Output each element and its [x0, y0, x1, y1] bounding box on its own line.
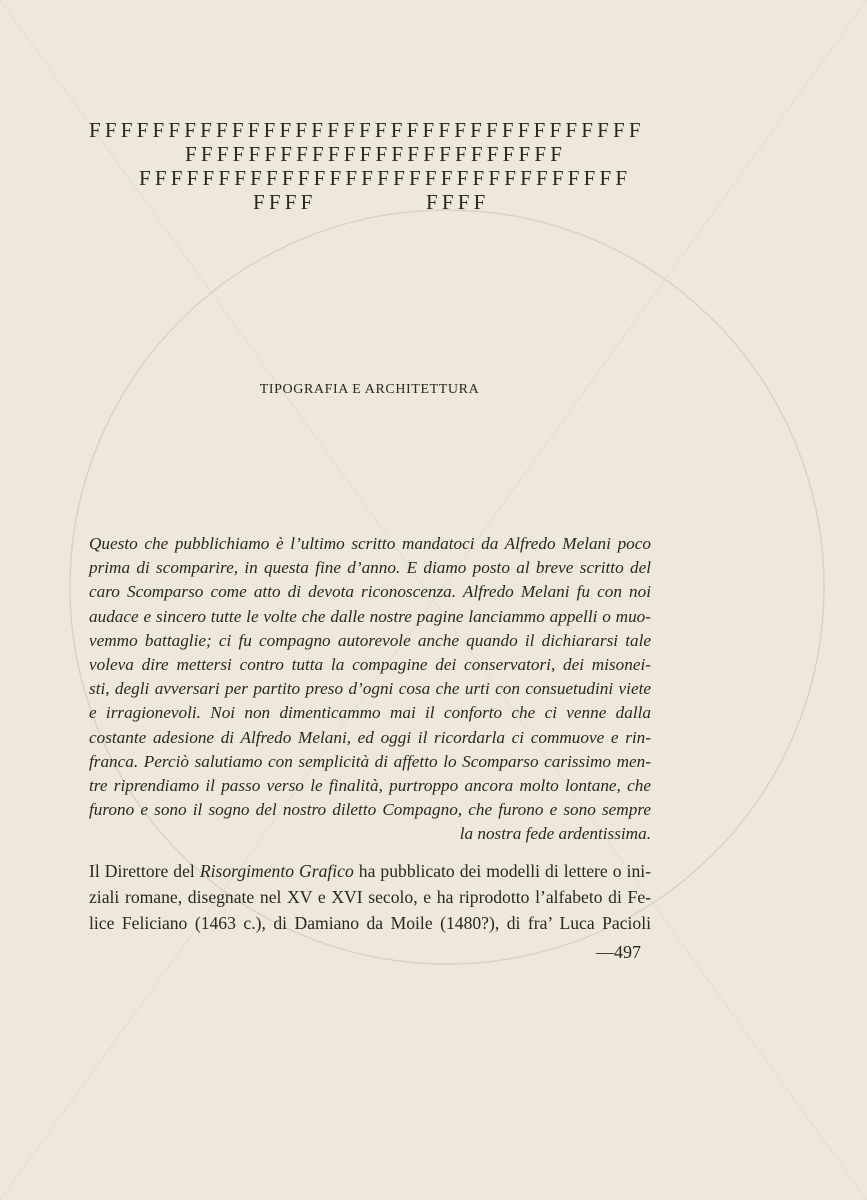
text-line: e irragionevoli. Noi non dimenticammo mai il conforto che ci venne dalla: [89, 703, 651, 723]
page-number: —497: [596, 942, 641, 962]
text-line: franca. Perciò salutiamo con semplicità di affetto lo Scomparso carissimo men-: [89, 751, 651, 771]
ornament-row-4b: FFFF: [426, 190, 490, 214]
text-line: prima di scomparire, in questa fine d’anno. E diamo posto al breve scritto del: [89, 558, 651, 578]
text-line: sti, degli avversari per partito preso d’ogni cosa che urti con consuetudini viete: [89, 679, 651, 699]
text-line: furono e sono il sogno del nostro diletto Compagno, che furono e sono sempre: [89, 800, 651, 820]
text-line: ziali romane, disegnate nel XV e XVI secolo, e ha riprodotto l’alfabeto di Fe-: [89, 887, 651, 907]
text-line: [89, 858, 651, 884]
text-line: voleva dire mettersi contro tutta la compagine dei conservatori, dei misonei-: [89, 655, 651, 675]
ornament-row-2: FFFFFFFFFFFFFFFFFFFFFFFF: [185, 142, 567, 166]
text-line: caro Scomparso come atto di devota riconoscenza. Alfredo Melani fu con noi: [89, 582, 651, 602]
ornament-row-1: FFFFFFFFFFFFFFFFFFFFFFFFFFFFFFFFFFF: [89, 118, 645, 142]
text-line: vemmo battaglie; ci fu compagno autorevole anche quando il dichiararsi tale: [89, 630, 651, 650]
text-line: tre riprendiamo il passo verso le finalità, purtroppo ancora molto lontane, che: [89, 776, 651, 796]
ornament-row-4a: FFFF: [253, 190, 317, 214]
text-line: lice Feliciano (1463 c.), di Damiano da Moile (1480?), di fra’ Luca Pacioli: [89, 913, 651, 933]
text-line: audace e sincero tutte le volte che dalle nostre pagine lanciammo appelli o muo-: [89, 606, 651, 626]
text-run: Il Direttore del: [89, 861, 200, 881]
text-line-last: la nostra fede ardentissima.: [459, 824, 651, 844]
text-line: costante adesione di Alfredo Melani, ed oggi il ricordarla ci commuove e rin-: [89, 727, 651, 747]
second-paragraph: [89, 858, 651, 936]
text-run: ha pubblicato dei modelli di lettere o ini-: [353, 861, 651, 881]
italic-paragraph: [89, 532, 651, 847]
ornament-row-3: FFFFFFFFFFFFFFFFFFFFFFFFFFFFFFF: [139, 166, 632, 190]
article-heading: TIPOGRAFIA E ARCHITETTURA: [259, 382, 480, 397]
text-line: Questo che pubblichiamo è l’ultimo scritto mandatoci da Alfredo Melani poco: [89, 534, 651, 553]
journal-title: Risorgimento Grafico: [199, 861, 354, 881]
